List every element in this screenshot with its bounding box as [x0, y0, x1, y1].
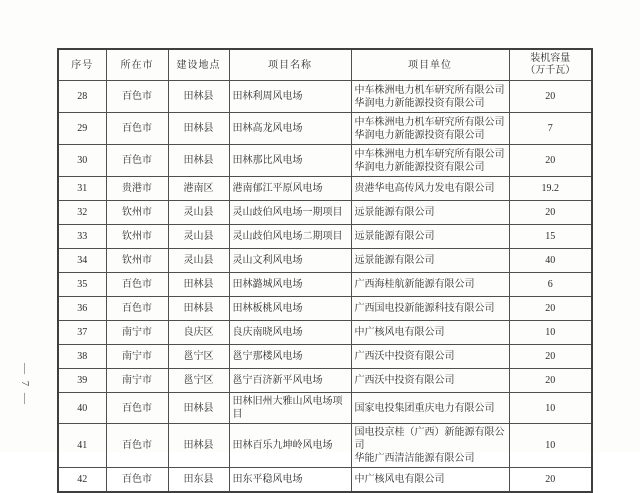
table-row: [58, 113, 592, 145]
cell-serial-number: 39: [58, 369, 106, 393]
cell-project-name: 港南郁江平原风电场: [229, 177, 351, 201]
cell-city: 钦州市: [106, 249, 168, 273]
cell-capacity: 20: [509, 369, 592, 393]
cell-project-name: 田林高龙风电场: [229, 113, 351, 145]
cell-location: 邕宁区: [168, 369, 229, 393]
project-unit-line: 华润电力新能源投资有限公司: [354, 97, 485, 109]
cell-location: 田林县: [168, 81, 229, 113]
project-unit-line: 华润电力新能源投资有限公司: [354, 161, 485, 173]
table-row: [58, 201, 592, 225]
header-city: 所在市: [106, 49, 168, 81]
cell-project-name: 田林板桃风电场: [229, 297, 351, 321]
cell-project-unit: [351, 468, 509, 493]
cell-project-name: 良庆南晓风电场: [229, 321, 351, 345]
cell-city: 钦州市: [106, 225, 168, 249]
header-capacity-line2: （万千瓦）: [525, 65, 576, 76]
cell-project-unit: [351, 145, 509, 177]
page-number: — 7 —: [19, 363, 31, 406]
table-row: [58, 321, 592, 345]
cell-capacity: 20: [509, 81, 592, 113]
cell-location: 邕宁区: [168, 345, 229, 369]
cell-city: 百色市: [106, 424, 168, 468]
table-row: [58, 369, 592, 393]
cell-project-unit: [351, 225, 509, 249]
table-row: [58, 225, 592, 249]
cell-serial-number: 28: [58, 81, 106, 113]
cell-city: 百色市: [106, 273, 168, 297]
cell-city: 南宁市: [106, 369, 168, 393]
cell-serial-number: 30: [58, 145, 106, 177]
header-capacity-line1: 装机容量: [530, 53, 571, 64]
cell-project-name: 田林利周风电场: [229, 81, 351, 113]
header-project-unit: 项目单位: [351, 49, 509, 81]
cell-location: 灵山县: [168, 201, 229, 225]
cell-capacity: 10: [509, 424, 592, 468]
cell-project-name: 田东平稳风电场: [229, 468, 351, 493]
table-body: [58, 81, 592, 493]
table-row: [58, 273, 592, 297]
project-unit-line: 远景能源有限公司: [354, 207, 435, 218]
header-location: 建设地点: [168, 49, 229, 81]
cell-project-unit: [351, 297, 509, 321]
cell-location: 田林县: [168, 273, 229, 297]
project-unit-line: 国家电投集团重庆电力有限公司: [354, 402, 495, 414]
cell-city: 南宁市: [106, 345, 168, 369]
cell-location: 灵山县: [168, 225, 229, 249]
project-unit-line: 华润电力新能源投资有限公司: [354, 129, 485, 141]
project-unit-line: 国电投京桂（广西）新能源有限公司: [354, 427, 505, 451]
cell-serial-number: 32: [58, 201, 106, 225]
header-row: [58, 49, 592, 81]
cell-city: 百色市: [106, 113, 168, 145]
cell-capacity: 15: [509, 225, 592, 249]
cell-serial-number: 29: [58, 113, 106, 145]
project-unit-line: 中广核风电有限公司: [354, 327, 445, 338]
cell-capacity: 40: [509, 249, 592, 273]
header-capacity: [509, 49, 592, 81]
cell-project-unit: [351, 113, 509, 145]
table-row: [58, 393, 592, 424]
cell-project-name: 灵山文利风电场: [229, 249, 351, 273]
cell-capacity: 20: [509, 468, 592, 493]
table-row: [58, 468, 592, 493]
wind-projects-table: [57, 48, 593, 493]
cell-project-unit: [351, 273, 509, 297]
cell-serial-number: 41: [58, 424, 106, 468]
cell-serial-number: 31: [58, 177, 106, 201]
cell-location: 田林县: [168, 393, 229, 424]
cell-city: 贵港市: [106, 177, 168, 201]
cell-project-unit: [351, 369, 509, 393]
project-unit-line: 广西海桂航新能源有限公司: [354, 279, 475, 290]
cell-serial-number: 36: [58, 297, 106, 321]
cell-project-unit: [351, 81, 509, 113]
header-no: 序号: [58, 49, 106, 81]
cell-location: 灵山县: [168, 249, 229, 273]
cell-project-name: 灵山歧伯风电场二期项目: [229, 225, 351, 249]
table-row: [58, 297, 592, 321]
cell-project-unit: [351, 249, 509, 273]
cell-capacity: 20: [509, 201, 592, 225]
project-unit-line: 广西沃中投资有限公司: [354, 375, 455, 386]
cell-city: 百色市: [106, 468, 168, 493]
project-unit-line: 广西国电投新能源科技有限公司: [354, 303, 495, 314]
table-row: [58, 424, 592, 468]
cell-project-unit: [351, 345, 509, 369]
project-unit-line: 中广核风电有限公司: [354, 474, 445, 485]
project-unit-line: 中车株洲电力机车研究所有限公司: [354, 84, 505, 96]
cell-city: 百色市: [106, 393, 168, 424]
cell-serial-number: 40: [58, 393, 106, 424]
cell-project-name: 灵山歧伯风电场一期项目: [229, 201, 351, 225]
table-row: [58, 345, 592, 369]
cell-city: 百色市: [106, 81, 168, 113]
table-header: [58, 49, 592, 81]
table-row: [58, 145, 592, 177]
project-unit-line: 华能广西清洁能源有限公司: [354, 453, 475, 464]
cell-project-name: 田林旧州大雅山风电场项目: [229, 393, 351, 424]
cell-project-name: 邕宁那楼风电场: [229, 345, 351, 369]
cell-serial-number: 38: [58, 345, 106, 369]
cell-location: 田林县: [168, 113, 229, 145]
cell-location: 田林县: [168, 297, 229, 321]
cell-project-name: 田林百乐九坤岭风电场: [229, 424, 351, 468]
cell-serial-number: 34: [58, 249, 106, 273]
cell-serial-number: 35: [58, 273, 106, 297]
cell-project-unit: [351, 424, 509, 468]
header-project-name: 项目名称: [229, 49, 351, 81]
cell-serial-number: 42: [58, 468, 106, 493]
cell-city: 钦州市: [106, 201, 168, 225]
cell-capacity: 20: [509, 145, 592, 177]
cell-project-name: 田林潞城风电场: [229, 273, 351, 297]
cell-location: 港南区: [168, 177, 229, 201]
cell-location: 田林县: [168, 424, 229, 468]
cell-project-name: 邕宁百济新平风电场: [229, 369, 351, 393]
cell-project-unit: [351, 393, 509, 424]
cell-city: 百色市: [106, 297, 168, 321]
cell-capacity: 20: [509, 345, 592, 369]
project-unit-line: 中车株洲电力机车研究所有限公司: [354, 116, 505, 128]
table-row: [58, 249, 592, 273]
cell-capacity: 10: [509, 321, 592, 345]
cell-project-unit: [351, 177, 509, 201]
project-unit-line: 远景能源有限公司: [354, 255, 435, 266]
cell-capacity: 6: [509, 273, 592, 297]
project-unit-line: 贵港华电高传风力发电有限公司: [354, 183, 495, 194]
cell-city: 百色市: [106, 145, 168, 177]
cell-serial-number: 37: [58, 321, 106, 345]
cell-location: 田林县: [168, 145, 229, 177]
cell-project-name: 田林那比风电场: [229, 145, 351, 177]
cell-project-unit: [351, 321, 509, 345]
cell-capacity: 7: [509, 113, 592, 145]
cell-capacity: 10: [509, 393, 592, 424]
cell-project-unit: [351, 201, 509, 225]
cell-capacity: 19.2: [509, 177, 592, 201]
project-unit-line: 远景能源有限公司: [354, 231, 435, 242]
table-row: [58, 177, 592, 201]
project-unit-line: 广西沃中投资有限公司: [354, 351, 455, 362]
project-unit-line: 中车株洲电力机车研究所有限公司: [354, 148, 505, 160]
cell-city: 南宁市: [106, 321, 168, 345]
table-row: [58, 81, 592, 113]
cell-serial-number: 33: [58, 225, 106, 249]
cell-location: 田东县: [168, 468, 229, 493]
cell-location: 良庆区: [168, 321, 229, 345]
cell-capacity: 20: [509, 297, 592, 321]
